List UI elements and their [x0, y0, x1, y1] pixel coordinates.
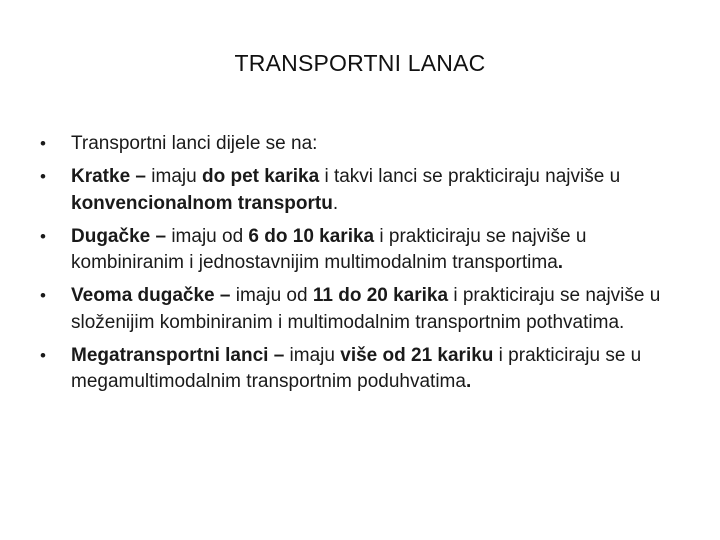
bullet-item-kratke	[40, 164, 690, 217]
bullet-keyword: 11 do 20 karika	[312, 285, 449, 306]
bullet-term: Dugačke –	[71, 225, 167, 247]
bullet-period: .	[557, 252, 564, 273]
bullet-text: i takvi lanci se prakticiraju najviše u	[319, 166, 621, 187]
bullet-term: Kratke –	[71, 166, 146, 187]
bullet-text: imaju od	[166, 225, 249, 247]
bullet-term: Veoma dugačke –	[71, 285, 231, 306]
bullet-keyword: do pet karika	[201, 166, 320, 187]
bullet-term: Megatransportni lanci –	[71, 344, 285, 366]
bullet-keyword: više od 21 kariku	[340, 344, 494, 366]
bullet-text: .	[332, 192, 339, 214]
bullet-item-veoma-dugacke	[40, 283, 690, 336]
bullet-period: .	[465, 371, 472, 392]
bullet-item-megatransportni	[40, 343, 690, 396]
bullet-text: imaju	[146, 166, 202, 187]
bullet-list	[40, 131, 690, 402]
bullet-item-intro	[40, 131, 690, 158]
bullet-dot-icon: •	[40, 226, 46, 246]
bullet-text: imaju od	[230, 285, 313, 306]
bullet-keyword: konvencionalnom transportu	[71, 192, 333, 214]
bullet-dot-icon: •	[40, 134, 46, 153]
bullet-text: imaju	[284, 344, 341, 366]
slide-title: TRANSPORTNI LANAC	[234, 50, 486, 76]
bullet-keyword: 6 do 10 karika	[248, 225, 375, 247]
bullet-dot-icon: •	[40, 286, 46, 305]
bullet-text: i prakticiraju se najviše u kombiniranim i jednostavnijim multimodalnim transportima	[71, 225, 587, 273]
bullet-text: i prakticiraju se u megamultimodalnim transportnim poduhvatima	[71, 344, 642, 392]
bullet-dot-icon: •	[40, 167, 46, 186]
bullet-text: Transportni lanci dijele se na:	[71, 133, 318, 154]
bullet-dot-icon: •	[40, 345, 46, 365]
bullet-text: i prakticiraju se najviše u složenijim kombiniranim i multimodalnim transportnim pothvatima.	[71, 285, 661, 333]
bullet-item-dugacke	[40, 224, 690, 277]
